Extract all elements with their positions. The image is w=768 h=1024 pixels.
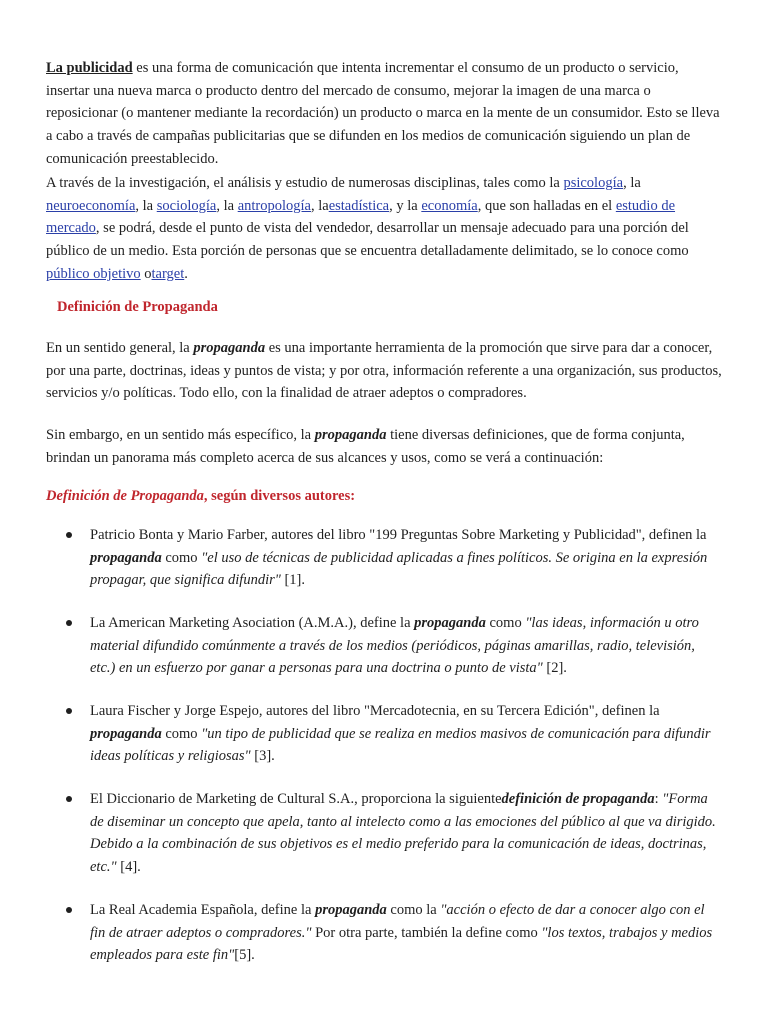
link-antropologia[interactable]: antropología (237, 197, 311, 214)
reference: [3]. (250, 748, 275, 765)
intro-text: es una forma de comunicación que intenta incrementar el consumo de un producto o servicio, insertar una nueva marca o producto dentro del mercado de consumo, mejorar la imagen de una marca o reposicionar (o mantener mediante la recordación) un producto o marca en la mente de un consumidor. Esto se lleva a cabo a través de campañas publicitarias que se difunden en los medios de comunicación siguiendo un plan de comunicación preestablecido. (46, 60, 720, 167)
text-run: , la (216, 197, 238, 214)
text-run: El Diccionario de Marketing de Cultural S.A., proporciona la siguiente (90, 791, 502, 807)
link-estudio-de-mercado[interactable]: estudio de mercado (46, 197, 676, 237)
heading-italic: Definición de Propaganda (46, 488, 204, 504)
list-item (90, 524, 722, 592)
link-psicologia[interactable]: psicología (563, 175, 624, 191)
quote: "el uso de técnicas de publicidad aplicadas a fines políticos. Se origina en la expresión propagar, que significa difundir" (90, 549, 708, 589)
list-item (90, 788, 722, 879)
bullet-icon (66, 532, 72, 538)
reference: [2]. (542, 660, 567, 677)
emphasis-propaganda: propaganda (314, 427, 387, 443)
quote: "un tipo de publicidad que se realiza en medios masivos de comunicación para difundir ideas políticas y religiosas" (90, 725, 711, 765)
general-paragraph (46, 337, 726, 405)
emphasis-propaganda: propaganda (414, 615, 486, 631)
text-run: es una importante herramienta de la promoción que sirve para dar a conocer, por una parte, doctrinas, ideas y puntos de vista; y por otra, información referente a una organización, sus productos, servicios y/o políticas. Todo ello, con la finalidad de atraer adeptos o compradores. (46, 340, 722, 402)
text-run: Sin embargo, en un sentido más específico, la (46, 427, 315, 443)
text-run: , la (310, 197, 329, 214)
text-run: como la (386, 902, 441, 918)
research-paragraph (46, 172, 726, 286)
reference: [5]. (234, 947, 255, 964)
link-sociologia[interactable]: sociología (156, 197, 217, 214)
link-neuroeconomia[interactable]: neuroeconomía (46, 197, 136, 214)
text-run: como (161, 549, 202, 566)
heading-rest: , según diversos autores: (203, 488, 356, 504)
text-run: , y la (389, 197, 422, 214)
bullet-icon (66, 620, 72, 626)
list-item (90, 899, 722, 967)
intro-paragraph (46, 57, 722, 171)
link-economia[interactable]: economía (421, 197, 478, 214)
link-target[interactable]: target (151, 265, 185, 282)
heading-autores (46, 485, 355, 508)
reference: [4]. (116, 859, 141, 876)
bullet-icon (66, 708, 72, 714)
emphasis-propaganda: definición de propaganda (501, 791, 655, 807)
text-run: La American Marketing Asociation (A.M.A.), define la (90, 615, 415, 631)
quote: "los textos, trabajos y medios empleados para este fin" (90, 924, 713, 964)
emphasis-propaganda: propaganda (90, 549, 162, 566)
list-item (90, 612, 722, 680)
specific-paragraph (46, 424, 726, 469)
quote: "Forma de diseminar un concepto que apela, tanto al intelecto como a las emociones del público al que va dirigido. Debido a la combinación de sus objetivos es el medio preferido para la comunicación de ideas, doctrinas, etc." (90, 791, 716, 876)
text-run: tiene diversas definiciones, que de forma conjunta, brindan un panorama más completo acerca de sus alcances y usos, como se verá a continuación: (46, 427, 685, 466)
text-run: : (654, 791, 663, 807)
link-publico-objetivo[interactable]: público objetivo (46, 265, 141, 282)
bullet-icon (66, 796, 72, 802)
text-run: , se podrá, desde el punto de vista del vendedor, desarrollar un mensaje adecuado para una porción del público de un medio. Esta porción de personas que se encuentra detalladamente delimitado, se lo conoce como (46, 220, 689, 260)
link-estadistica[interactable]: estadística (328, 197, 390, 214)
quote: "las ideas, información u otro material difundido comúnmente a través de los medios (periódicos, páginas amarillas, radio, televisión, etc.) en un esfuerzo por ganar a personas para una doctrina o punto de vista" (90, 615, 699, 677)
term-publicidad: La publicidad (46, 60, 133, 76)
text-run: La Real Academia Española, define la (90, 902, 316, 918)
text-run: Patricio Bonta y Mario Farber, autores del libro "199 Preguntas Sobre Marketing y Publicidad", definen la (90, 527, 707, 543)
text-run: A través de la investigación, el análisis y estudio de numerosas disciplinas, tales como la (46, 175, 564, 191)
text-run: Por otra parte, también la define como (311, 924, 542, 941)
text-run: o (140, 265, 152, 282)
reference: [1]. (280, 572, 306, 589)
text-run: . (184, 265, 188, 282)
emphasis-propaganda: propaganda (90, 725, 162, 742)
emphasis-propaganda: propaganda (315, 902, 387, 918)
text-run: como (485, 615, 526, 631)
text-run: , la (135, 197, 157, 214)
text-run: Laura Fischer y Jorge Espejo, autores del libro "Mercadotecnia, en su Tercera Edición", definen la (90, 703, 660, 719)
quote: "acción o efecto de dar a conocer algo con el fin de atraer adeptos o compradores." (90, 902, 705, 941)
text-run: como (161, 725, 202, 742)
bullet-icon (66, 907, 72, 913)
text-run: , que son halladas en el (477, 197, 616, 214)
text-run: En un sentido general, la (46, 340, 194, 356)
heading-definicion-propaganda: Definición de Propaganda (57, 299, 218, 315)
text-run: , la (623, 175, 641, 191)
list-item (90, 700, 722, 768)
emphasis-propaganda: propaganda (193, 340, 266, 356)
